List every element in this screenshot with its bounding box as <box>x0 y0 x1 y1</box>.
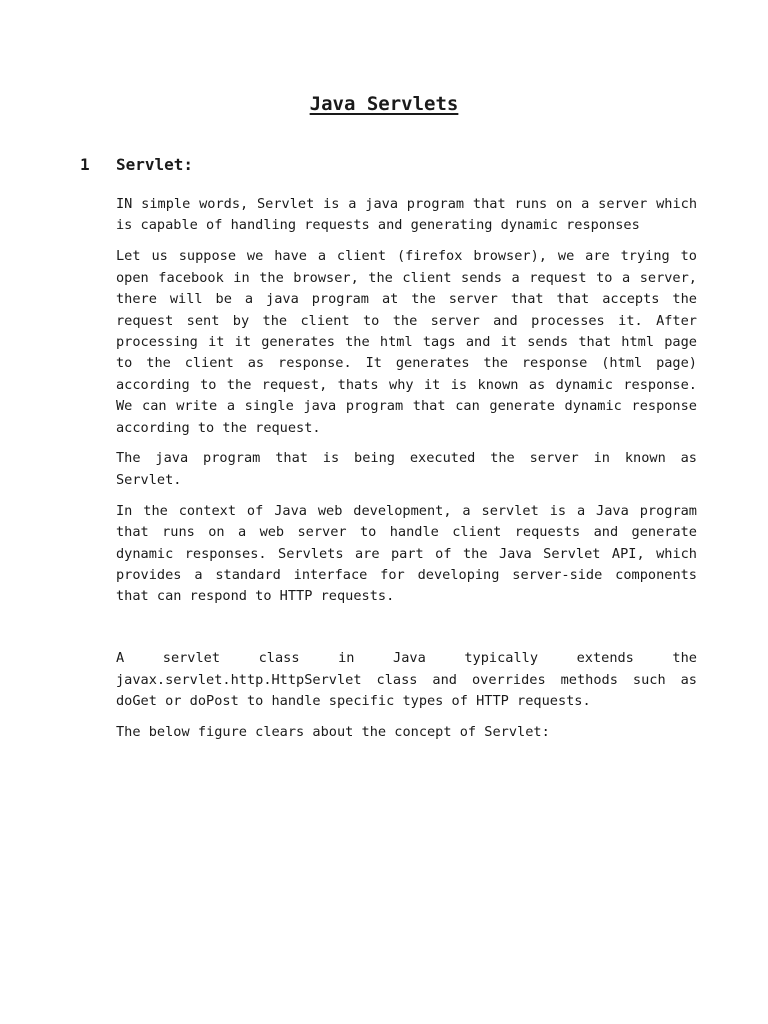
section-number: 1 <box>80 155 90 174</box>
paragraph-web-context: In the context of Java web development, a servlet is a Java program that runs on a web server to handle client requests and generate dynamic responses. Servlets are part of the Java Servlet API, which provides a standard interface for developing server-side components that can respond to HTTP requests. <box>116 502 697 605</box>
paragraph-figure-intro: The below figure clears about the concept of Servlet: <box>116 724 550 741</box>
section-heading-text: Servlet: <box>116 155 194 174</box>
section-body <box>116 194 697 753</box>
page-title-text: Java Servlets <box>309 93 459 115</box>
paragraph-simple-definition: IN simple words, Servlet is a java program that runs on a server which is capable of handling requests and generating dynamic responses <box>116 196 697 234</box>
paragraph-httpservlet: A servlet class in Java typically extends the javax.servlet.http.HttpServlet class and overrides methods such as doGet or doPost to handle specific types of HTTP requests. <box>116 650 697 710</box>
page-title <box>0 90 768 118</box>
paragraph-gap <box>116 617 697 648</box>
section-heading <box>80 153 700 177</box>
paragraph-servlet-meaning: The java program that is being executed the server in known as Servlet. <box>116 450 697 488</box>
paragraph-client-example: Let us suppose we have a client (firefox browser), we are trying to open facebook in the browser, the client sends a request to a server, there will be a java program at the server that that accepts the request sent by the client to the server and processes it. After processing it it generates the html tags and it sends that html page to the client as response. It generates the response (html page) according to the request, thats why it is known as dynamic response. We can write a single java program that can generate dynamic response according to the request. <box>116 248 697 436</box>
